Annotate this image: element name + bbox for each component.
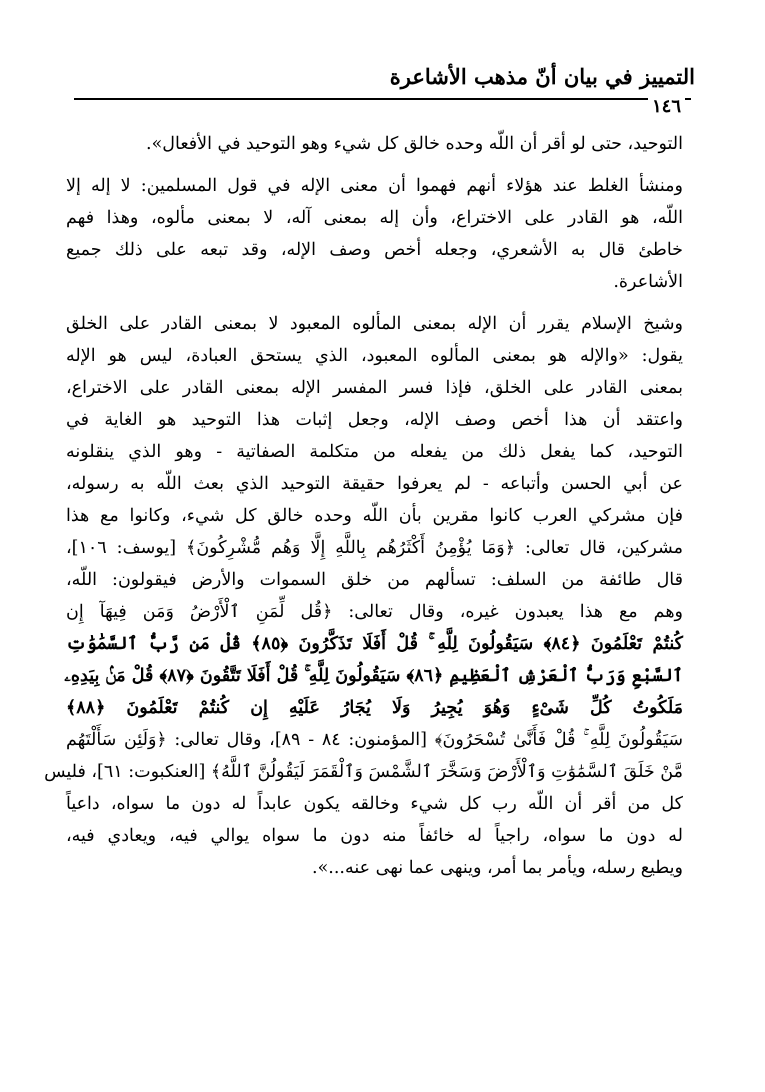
- text-line: كل من أقر أن اللّه رب كل شيء وخالقه يكون عابداً له دون ما سواه، داعياً: [66, 794, 683, 814]
- running-title: التمييز في بيان أنّ مذهب الأشاعرة: [389, 64, 695, 89]
- text-line: ومنشأ الغلط عند هؤلاء أنهم فهموا أن معنى الإله في قول المسلمين: لا إله إلا: [66, 176, 683, 196]
- quran-verse-line: ٱلسَّبْعِ وَرَبُّ ٱلْعَرْشِ ٱلْعَظِيمِ ﴿٨٦﴾ سَيَقُولُونَ لِلَّهِ ۚ قُلْ أَفَلَا تَتَّقُونَ ﴿٨٧﴾ قُلْ مَنۢ بِيَدِهِۦ: [64, 666, 683, 686]
- paragraph-gap: [66, 298, 683, 308]
- text-line: قال طائفة من السلف: تسألهم من خلق السموات والأرض فيقولون: اللّه،: [66, 570, 683, 590]
- text-line: عن أبي الحسن وأتباعه - لم يعرفوا حقيقة التوحيد الذي بعث اللّه به رسوله،: [66, 474, 683, 494]
- text-line: مشركين، قال تعالى: ﴿وَمَا يُؤْمِنُ أَكْثَرُهُم بِاللَّهِ إِلَّا وَهُم مُّشْرِكُونَ﴾ [يوسف: ١٠٦]،: [66, 538, 683, 558]
- text-line: وهم مع هذا يعبدون غيره، وقال تعالى: ﴿قُل لِّمَنِ ٱلْأَرْضُ وَمَن فِيهَآ إِن: [66, 602, 683, 622]
- text-line: وشيخ الإسلام يقرر أن الإله بمعنى المألوه المعبود لا بمعنى القادر على الخلق: [66, 314, 683, 334]
- text-line: التوحيد، حتى لو أقر أن اللّه وحده خالق كل شيء وهو التوحيد في الأفعال».: [146, 134, 683, 154]
- quran-verse-line: مَلَكُوتُ كُلِّ شَىْءٍ وَهُوَ يُجِيرُ وَلَا يُجَارُ عَلَيْهِ إِن كُنتُمْ تَعْلَمُونَ ﴿٨٨﴾: [66, 698, 683, 718]
- text-line: ويطيع رسله، ويأمر بما أمر، وينهى عما نهى عنه...».: [312, 858, 683, 878]
- body-text: [44, 128, 683, 1068]
- text-line: سَيَقُولُونَ لِلَّهِ ۚ قُلْ فَأَنَّىٰ تُسْحَرُونَ﴾ [المؤمنون: ٨٤ - ٨٩]، وقال تعالى: ﴿وَلَئِن سَأَلْتَهُم: [66, 730, 683, 750]
- text-line: بمعنى القادر على الخلق، فإذا فسر المفسر الإله بمعنى القادر على الاختراع،: [66, 378, 683, 398]
- text-line: التوحيد، كما يفعل ذلك من يفعله من متكلمة الصفاتية - وهو الذي ينقلونه: [66, 442, 683, 462]
- page-number: ١٤٦: [648, 96, 685, 117]
- paragraph-gap: [66, 160, 683, 170]
- text-line: مَّنْ خَلَقَ ٱلسَّمَٰوَٰتِ وَٱلْأَرْضَ وَسَخَّرَ ٱلشَّمْسَ وَٱلْقَمَرَ لَيَقُولُنَّ ٱللَّهُ﴾ [العنكبوت: ٦١]، فليس: [44, 762, 683, 782]
- text-line: يقول: «والإله هو بمعنى المألوه المعبود، الذي يستحق العبادة، ليس هو الإله: [66, 346, 683, 366]
- page-number-row: [0, 96, 765, 120]
- text-line: فإن مشركي العرب كانوا مقرين بأن اللّه وحده خالق كل شيء، وكانوا مع هذا: [66, 506, 683, 526]
- text-line: الأشاعرة.: [613, 272, 683, 292]
- text-line: واعتقد أن هذا أخص وصف الإله، وجعل إثبات هذا التوحيد هو الغاية في: [66, 410, 683, 430]
- text-line: خاطئ قال به الأشعري، وجعله أخص وصف الإله، وقد تبعه على ذلك جميع: [66, 240, 683, 260]
- quran-verse-line: كُنتُمْ تَعْلَمُونَ ﴿٨٤﴾ سَيَقُولُونَ لِلَّهِ ۚ قُلْ أَفَلَا تَذَكَّرُونَ ﴿٨٥﴾ قُلْ مَن رَّبُّ ٱلسَّمَٰوَٰتِ: [66, 634, 683, 654]
- text-line: له دون ما سواه، راجياً له خائفاً منه دون ما سواه يوالي فيه، ويعادي فيه،: [66, 826, 683, 846]
- text-line: اللّه، هو القادر على الاختراع، وأن إله بمعنى آله، لا بمعنى مألوه، وهذا فهم: [66, 208, 683, 228]
